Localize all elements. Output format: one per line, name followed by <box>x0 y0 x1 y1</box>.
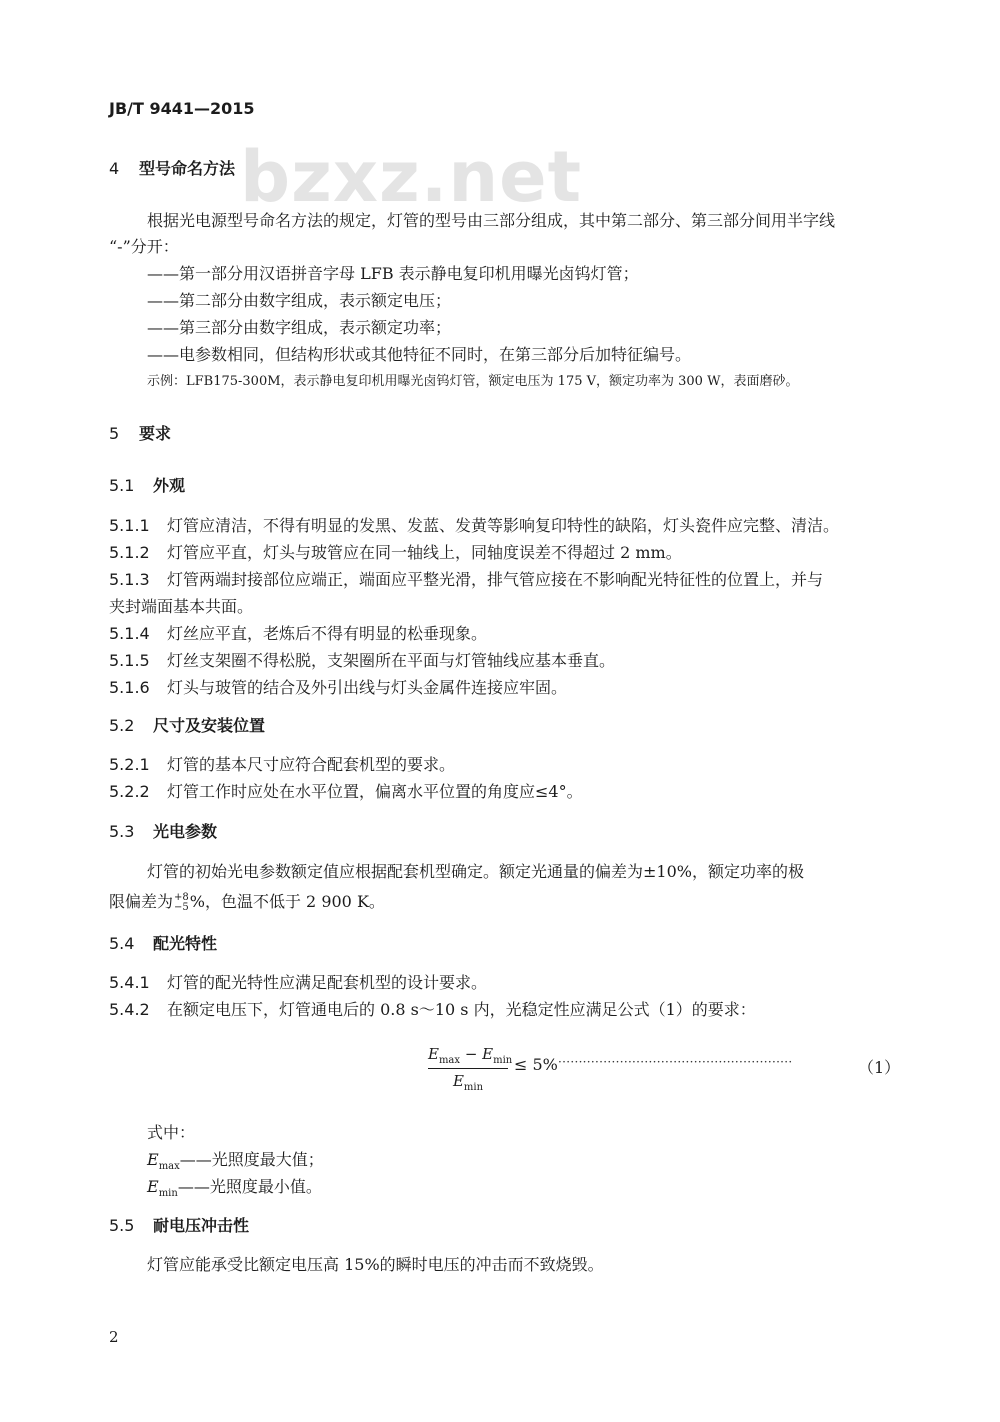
subsection-5-3-heading <box>109 819 217 842</box>
clause-5-1-3 <box>109 567 823 590</box>
clause-text: 灯管两端封接部位应端正，端面应平整光滑，排气管应接在不影响配光特征性的位置上，并与 <box>167 570 824 589</box>
formula-denominator: $E_{min}$ <box>452 1072 484 1093</box>
clause-5-1-5 <box>109 648 615 671</box>
subsection-title: 尺寸及安装位置 <box>153 716 266 735</box>
clause-text: 灯管的基本尺寸应符合配套机型的要求。 <box>167 755 456 774</box>
clause-5-1-4 <box>109 621 487 644</box>
list-item: ——第二部分由数字组成，表示额定电压； <box>147 291 452 310</box>
clause-text: 灯管的配光特性应满足配套机型的设计要求。 <box>167 973 488 992</box>
subsection-title: 配光特性 <box>153 934 218 953</box>
clause-5-4-2 <box>109 997 756 1020</box>
optoelectronic-paragraph-line-1: 灯管的初始光电参数额定值应根据配套机型确定。额定光通量的偏差为±10%，额定功率的极 <box>147 862 804 881</box>
clause-number: 5.1.4 <box>109 624 150 643</box>
subsection-title: 耐电压冲击性 <box>153 1216 250 1235</box>
section-number: 5 <box>109 424 120 443</box>
definition-emin: $E_{min}——$光照度最小值。 <box>147 1177 322 1200</box>
clause-number: 5.4.2 <box>109 1000 150 1019</box>
clause-text: 灯丝应平直，老炼后不得有明显的松垂现象。 <box>167 624 488 643</box>
voltage-shock-paragraph: 灯管应能承受比额定电压高 15%的瞬时电压的冲击而不致烧毁。 <box>147 1255 604 1274</box>
clause-text: 灯头与玻管的结合及外引出线与灯头金属件连接应牢固。 <box>167 678 568 697</box>
clause-5-4-1 <box>109 970 487 993</box>
section-title: 型号命名方法 <box>139 159 236 178</box>
subsection-number: 5.3 <box>109 822 135 841</box>
tolerance-upper: +8 <box>174 891 189 903</box>
clause-number: 5.1.6 <box>109 678 150 697</box>
subsection-number: 5.5 <box>109 1216 135 1235</box>
clause-5-1-2 <box>109 540 682 563</box>
watermark: bzxz.net <box>240 136 583 218</box>
subsection-5-1-heading <box>109 473 185 496</box>
tolerance-lower: −5 <box>174 901 189 913</box>
list-item: ——第三部分由数字组成，表示额定功率； <box>147 318 452 337</box>
text-run: 限偏差为 <box>109 892 174 911</box>
subsection-number: 5.2 <box>109 716 135 735</box>
clause-5-1-1 <box>109 513 839 536</box>
clause-text: 灯丝支架圈不得松脱，支架圈所在平面与灯管轴线应基本垂直。 <box>167 651 616 670</box>
text-run: %，色温不低于 2 900 K。 <box>189 892 385 911</box>
clause-text: 在额定电压下，灯管通电后的 0.8 s～10 s 内，光稳定性应满足公式（1）的要求： <box>167 1000 756 1019</box>
intro-paragraph-line-1: 根据光电源型号命名方法的规定，灯管的型号由三部分组成，其中第二部分、第三部分间用半字线 <box>147 211 836 230</box>
definition-emax: $E_{max}——$光照度最大值； <box>147 1150 324 1173</box>
formula-fraction <box>428 1045 513 1093</box>
clause-number: 5.1.5 <box>109 651 150 670</box>
example-note: 示例：LFB175-300M，表示静电复印机用曝光卤钨灯管，额定电压为 175 V，额定功率为 300 W，表面磨砂。 <box>147 374 799 389</box>
section-number: 4 <box>109 159 120 178</box>
subsection-title: 光电参数 <box>153 822 218 841</box>
clause-number: 5.1.2 <box>109 543 150 562</box>
clause-number: 5.2.1 <box>109 755 150 774</box>
clause-5-1-3-continuation: 夹封端面基本共面。 <box>109 597 254 616</box>
list-item: ——电参数相同，但结构形状或其他特征不同时，在第三部分后加特征编号。 <box>147 345 692 364</box>
clause-number: 5.4.1 <box>109 973 150 992</box>
formula-rhs: ≤ 5% <box>514 1055 558 1074</box>
standard-code-header: JB/T 9441—2015 <box>109 99 255 118</box>
section-title: 要求 <box>139 424 172 443</box>
clause-text: 灯管应清洁，不得有明显的发黑、发蓝、发黄等影响复印特性的缺陷，灯头瓷件应完整、清洁。 <box>167 516 840 535</box>
section-5-heading <box>109 421 171 444</box>
clause-text: 灯管应平直，灯头与玻管应在同一轴线上，同轴度误差不得超过 2 mm。 <box>167 543 682 562</box>
subsection-number: 5.4 <box>109 934 135 953</box>
formula-numerator: $E_{max} - E_{min}$ <box>428 1045 508 1069</box>
clause-5-2-1 <box>109 752 455 775</box>
where-label: 式中： <box>147 1123 196 1142</box>
clause-number: 5.2.2 <box>109 782 150 801</box>
clause-5-2-2 <box>109 779 583 802</box>
subsection-5-2-heading <box>109 713 265 736</box>
clause-5-1-6 <box>109 675 567 698</box>
section-4-heading <box>109 156 235 179</box>
subsection-5-4-heading <box>109 931 217 954</box>
list-item: ——第一部分用汉语拼音字母 LFB 表示静电复印机用曝光卤钨灯管； <box>147 264 639 283</box>
subsection-5-5-heading <box>109 1213 249 1236</box>
subsection-title: 外观 <box>153 476 186 495</box>
intro-paragraph-line-2: “-”分开： <box>109 237 179 256</box>
optoelectronic-paragraph-line-2 <box>109 889 385 913</box>
tolerance-stack <box>174 893 189 913</box>
subsection-number: 5.1 <box>109 476 135 495</box>
clause-text: 灯管工作时应处在水平位置，偏离水平位置的角度应≤4°。 <box>167 782 583 801</box>
page-number: 2 <box>109 1328 119 1346</box>
clause-number: 5.1.3 <box>109 570 150 589</box>
formula-equation-number: （1） <box>858 1058 901 1077</box>
clause-number: 5.1.1 <box>109 516 150 535</box>
formula-dot-leader: ························································· <box>558 1055 793 1069</box>
